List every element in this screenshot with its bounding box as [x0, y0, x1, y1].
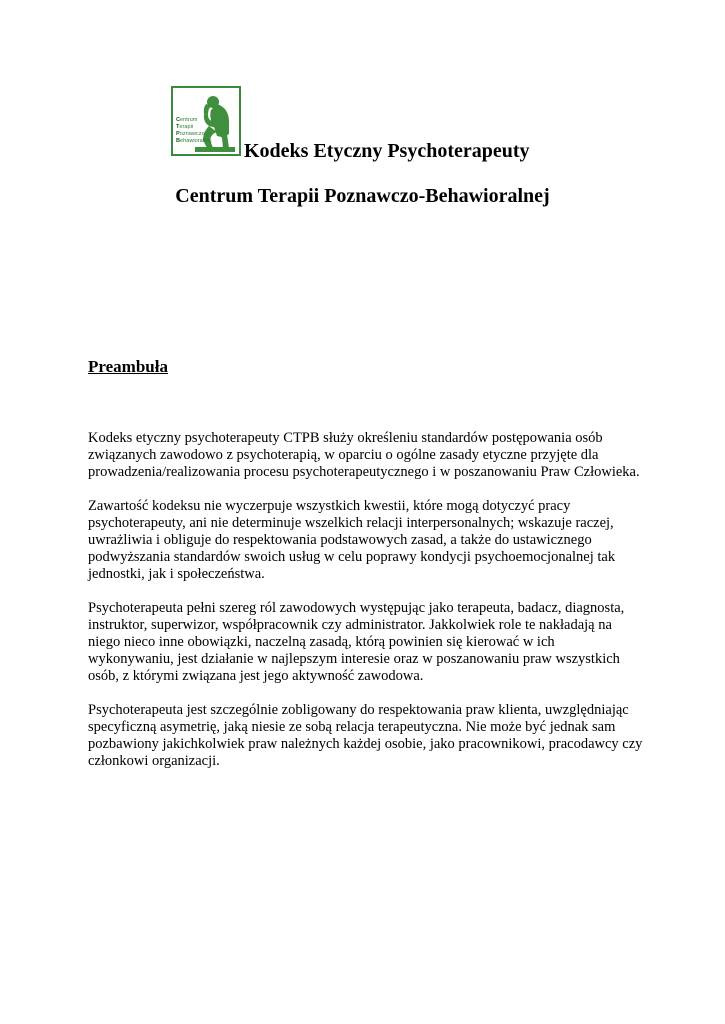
logo-line: Centrum — [176, 117, 198, 123]
paragraph: Psychoterapeuta jest szczególnie zobligowany do respektowania praw klienta, uwzględniając specyficzną asymetrię, jaką niesie ze sobą relacja terapeutyczna. Nie może być jednak sam pozbawiony jakichkolwiek praw należnych każdej osobie, jako pracownikowi, pracodawcy czy członkowi organizacji. — [88, 702, 643, 769]
section-heading: Preambuła — [88, 357, 168, 376]
preamble-body — [88, 430, 643, 787]
paragraph: Kodeks etyczny psychoterapeuty CTPB służy określeniu standardów postępowania osób związanych zawodowo z psychoterapią, w oparciu o ogólne zasady etyczne przyjęte dla prowadzenia/realizowania procesu psychoterapeutycznego i w poszanowaniu Praw Człowieka. — [88, 430, 640, 480]
logo-line: Poznawczo — [176, 131, 205, 137]
logo-line: Terapii — [176, 124, 194, 130]
document-subtitle: Centrum Terapii Poznawczo-Behawioralnej — [175, 185, 550, 207]
document-title: Kodeks Etyczny Psychoterapeuty — [244, 140, 530, 162]
logo-line: Behawioralnej — [176, 138, 212, 144]
logo-wordmark — [176, 117, 211, 145]
paragraph: Zawartość kodeksu nie wyczerpuje wszystkich kwestii, które mogą dotyczyć pracy psychoterapeuty, ani nie determinuje wszelkich relacji interpersonalnych; wskazuje raczej, uwrażliwia i obliguje do respektowania podstawowych zasad, a także do ustawicznego podwyższania standardów swoich usług w celu poprawy kondycji psychoemocjonalnej tak jednostki, jak i społeczeństwa. — [88, 498, 616, 582]
paragraph: Psychoterapeuta pełni szereg ról zawodowych występując jako terapeuta, badacz, diagnosta, instruktor, superwizor, współpracownik czy administrator. Jakkolwiek role te nakładają na niego nieco inne obowiązki, naczelną zasadą, którą powinien się kierować w ich wykonywaniu, jest działanie w najlepszym interesie oraz w poszanowaniu praw wszystkich osób, z którymi związana jest jego aktywność zawodowa. — [88, 600, 625, 684]
organization-logo — [171, 86, 241, 156]
